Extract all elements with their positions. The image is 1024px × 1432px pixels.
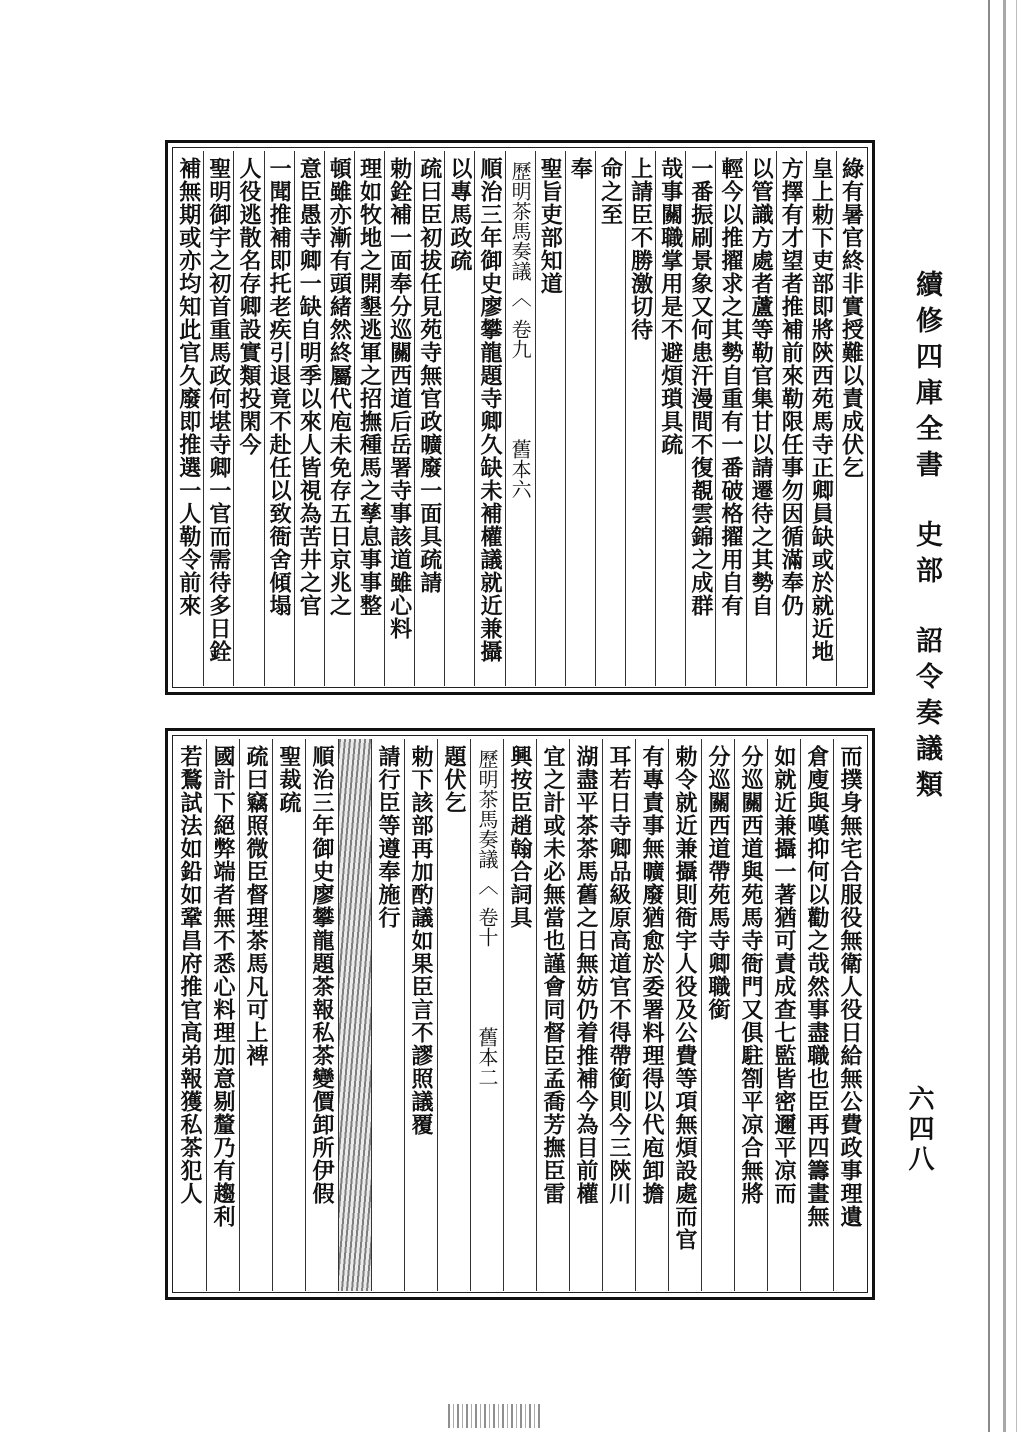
top-text-panel (165, 140, 875, 695)
text-column: 疏曰臣初拔任見苑寺無官政曠廢一面具疏請 (414, 151, 444, 686)
block-heading-title: 歷明茶馬奏議 (508, 161, 533, 281)
page-edge-line (1003, 0, 1006, 1432)
text-column: 勅令就近兼攝則衙宇人役及公費等項無煩設處而官 (668, 739, 701, 1291)
text-column: 湖盡平茶茶馬舊之日無妨仍着推補今為目前權 (569, 739, 602, 1291)
text-column: 一聞推補即托老疾引退竟不赴任以致衙舍傾塌 (264, 151, 294, 686)
text-column: 有專責事無曠廢猶愈於委署料理得以代庖卸擔 (635, 739, 668, 1291)
block-heading-juan: 舊本二 (475, 1027, 499, 1087)
text-column: 興按臣趙翰合詞具 (503, 739, 536, 1291)
text-column: 輕今以推擢求之其勢自重有一番破格擢用自有 (715, 151, 745, 686)
text-column: 人役逃散名存卿設實類投閑今 (233, 151, 263, 686)
fish-tail-mark: 〈 (475, 875, 499, 895)
text-column: 哉事關職掌用是不避煩瑣具疏 (655, 151, 685, 686)
text-column: 聖明御宇之初首重馬政何堪寺卿一官而需待多日銓 (203, 151, 233, 686)
text-column: 勅銓補一面奉分巡關西道后岳署寺事該道雖心料 (384, 151, 414, 686)
fish-tail-mark: 〈 (508, 287, 533, 307)
bottom-text-panel (165, 728, 875, 1300)
text-column: 以管識方處者蘆等勒官集甘以請遷待之其勢自 (746, 151, 776, 686)
smudge-area (338, 739, 371, 1291)
text-column: 皇上勅下吏部即將陝西苑馬寺正卿員缺或於就近地 (806, 151, 836, 686)
text-column: 順治三年御史廖攀龍題茶報私茶變價卸所伊假 (305, 739, 338, 1291)
text-column: 疏曰竊照微臣督理茶馬凡可上裨 (239, 739, 272, 1291)
text-column: 以專馬政疏 (444, 151, 474, 686)
margin-header (902, 270, 946, 806)
text-column: 倉廋與嘆抑何以勸之哉然事盡職也臣再四籌畫無 (800, 739, 833, 1291)
text-column: 命之至 (595, 151, 625, 686)
scan-artifact-strip (448, 1404, 543, 1428)
block-heading-column (505, 151, 535, 686)
text-column: 奉 (565, 151, 595, 686)
text-column: 分巡關西道帶苑馬寺卿職銜 (701, 739, 734, 1291)
text-column: 如就近兼攝一著猶可責成查七監皆密邇平凉而 (767, 739, 800, 1291)
text-column: 順治三年御史廖攀龍題寺卿久缺未補權議就近兼攝 (474, 151, 504, 686)
text-column: 聖旨吏部知道 (535, 151, 565, 686)
text-column: 意臣愚寺卿一缺自明季以來人皆視為苦井之官 (294, 151, 324, 686)
page-number: 六四八 (904, 1085, 934, 1175)
text-column: 補無期或亦均知此官久廢即推選一人勒令前來 (175, 157, 202, 617)
text-column: 聖裁疏 (272, 739, 305, 1291)
block-heading-title: 歷明茶馬奏議 (475, 749, 499, 869)
text-column: 上請臣不勝激切待 (625, 151, 655, 686)
text-column: 理如牧地之開墾逃軍之招撫種馬之孳息事事整 (354, 151, 384, 686)
block-heading-chapter: 卷十 (475, 907, 499, 947)
text-column: 題伏乞 (437, 739, 470, 1291)
block-heading-chapter: 卷九 (508, 319, 533, 359)
text-column: 一番振刷景象又何患汗漫間不復覩雲錦之成群 (685, 151, 715, 686)
text-column: 頓雖亦漸有頭緒然終屬代庖未免存五日京兆之 (324, 151, 354, 686)
category-title: 詔令奏議類 (911, 626, 942, 806)
block-heading-juan: 舊本六 (508, 439, 533, 499)
text-column: 請行臣等遵奉施行 (371, 739, 404, 1291)
text-column: 方擇有才望者推補前來勒限任事勿因循滿奉仍 (776, 151, 806, 686)
section-title: 史部 (911, 520, 942, 592)
text-column: 宜之計或未必無當也謹會同督臣孟喬芳撫臣雷 (536, 739, 569, 1291)
text-column: 勅下該部再加酌議如果臣言不謬照議覆 (404, 739, 437, 1291)
block-heading-column (470, 739, 503, 1291)
text-column: 綠有暑官終非實授難以責成伏乞 (836, 151, 866, 686)
page-edge-line (988, 0, 990, 1432)
text-column: 耳若日寺卿品級原高道官不得帶銜則今三陝川 (602, 739, 635, 1291)
book-title: 續修四庫全書 (911, 270, 942, 486)
text-column: 分巡關西道與苑馬寺衙門又俱駐劄平凉合無將 (734, 739, 767, 1291)
page-edge-line (1016, 0, 1017, 1432)
text-column: 若鶩試法如鉛如鞏昌府推官高弟報獲私茶犯人 (177, 745, 203, 1205)
text-column: 國計下絕弊端者無不悉心料理加意剔釐乃有趨利 (206, 739, 239, 1291)
text-column: 而撲身無宅合服役無衛人役日給無公費政事理遺 (833, 739, 866, 1291)
